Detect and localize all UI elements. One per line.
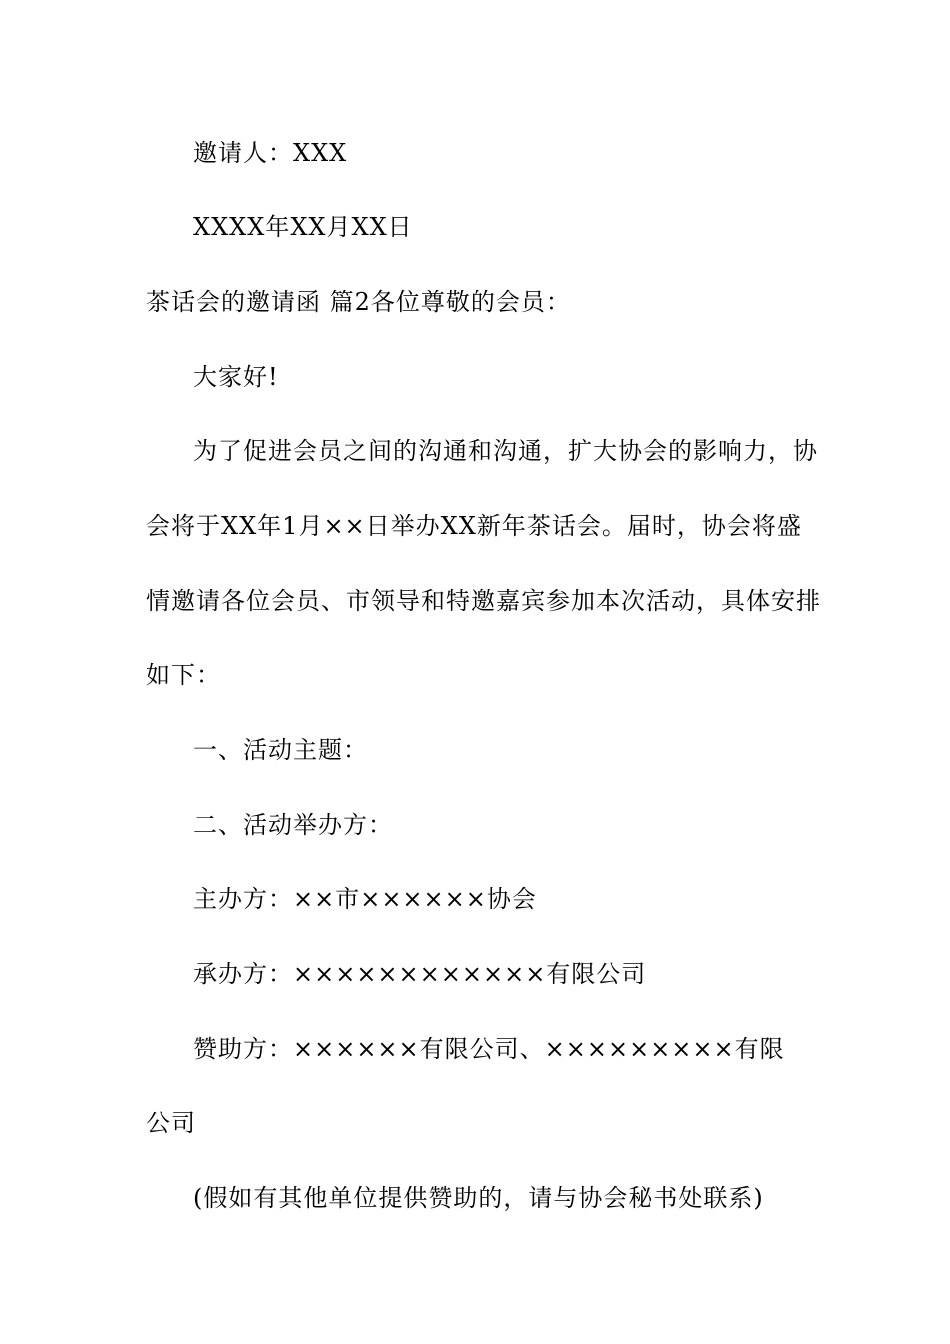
activity-theme-line: 一、活动主题： bbox=[193, 736, 368, 764]
paragraph-line-1: 为了促进会员之间的沟通和沟通，扩大协会的影响力，协 bbox=[193, 437, 818, 465]
section-heading-line: 茶话会的邀请函 篇2各位尊敬的会员： bbox=[146, 288, 571, 316]
sponsor-line-1: 赞助方：××××××有限公司、×××××××××有限 bbox=[193, 1035, 785, 1063]
date-line: XXXX年XX月XX日 bbox=[193, 213, 413, 241]
organizer-line: 承办方：××××××××××××有限公司 bbox=[193, 960, 647, 988]
activity-organizer-line: 二、活动举办方： bbox=[193, 811, 393, 839]
paragraph-line-3: 情邀请各位会员、市领导和特邀嘉宾参加本次活动，具体安排 bbox=[146, 587, 821, 615]
host-line: 主办方：××市××××××协会 bbox=[193, 885, 537, 913]
greeting-line: 大家好! bbox=[193, 363, 279, 391]
sponsor-line-2: 公司 bbox=[146, 1109, 196, 1137]
inviter-line: 邀请人：XXX bbox=[193, 139, 348, 167]
paragraph-line-4: 如下： bbox=[146, 661, 221, 689]
note-line: (假如有其他单位提供赞助的，请与协会秘书处联系) bbox=[193, 1184, 764, 1212]
paragraph-line-2: 会将于XX年1月××日举办XX新年茶话会。届时，协会将盛 bbox=[146, 512, 802, 540]
